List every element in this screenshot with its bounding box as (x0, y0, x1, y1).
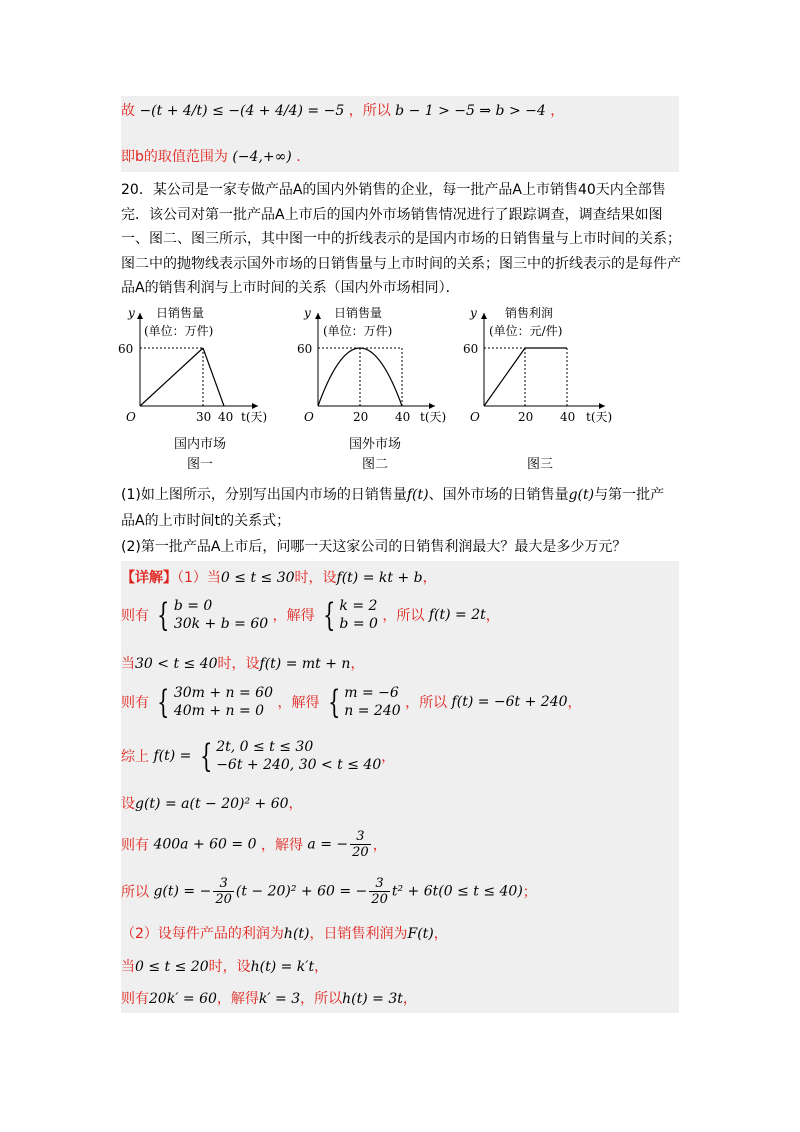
solution-header: 【详解】 (121, 570, 177, 586)
solution-line-11: 则有20k′ = 60，解得k′ = 3，所以h(t) = 3t， (121, 991, 417, 1007)
range-interval: (−4,+∞) (232, 149, 292, 165)
graph1-x-label: t(天) (241, 410, 268, 424)
graph3-title: 销售利润 (505, 306, 554, 320)
inequality-expr: −(t + 4/t) ≤ −(4 + 4/4) = −5 (139, 103, 345, 119)
graph1-line-falling (203, 348, 224, 406)
graph-foreign (297, 305, 446, 424)
graph3-x-tick-40: 40 (560, 410, 576, 424)
graph3-y-label: y (470, 306, 477, 320)
solution-line-9: （2）设每件产品的利润为h(t)，日销售利润为F(t)， (121, 926, 448, 942)
graph3-origin: O (470, 410, 480, 424)
graph3-x-label: t(天) (586, 410, 613, 424)
graph2-caption1: 国外市场 (348, 437, 401, 452)
graph1-y-label: y (128, 306, 135, 320)
graph2-caption2: 图二 (361, 457, 388, 472)
solution-line-2: 则有 { b = 0 30k + b = 60 ，解得 { k = 2 b = 0 ，所以 f(t) = 2t， (121, 596, 500, 634)
graph2-x-label: t(天) (420, 410, 447, 424)
graph2-x-tick-40: 40 (395, 410, 411, 424)
problem-intro: 20．某公司是一家专做产品A的国内外销售的企业，每一批产品A上市销售40天内全部售完．该公司对第一批产品A上市后的国内外市场销售情况进行了跟踪调查，调查结果如图一、图二、图三所示，其中图一中的折线表示的是国内市场的日销售量与上市时间的关系；图二中的抛物线表示国外市场的日销售量与上市时间的关系；图三中的折线表示的是每件产品A的销售利润与上市时间的关系（国内外市场相同）． (121, 182, 681, 296)
graph1-x-tick-40: 40 (218, 410, 234, 424)
fraction-g-1: $\frac{3}{20}$ (215, 876, 232, 907)
graph3-caption2: 图三 (526, 457, 553, 472)
b-inequality: b − 1 > −5 ⇒ b > −4 (395, 103, 546, 119)
graph1-caption2: 图一 (186, 457, 213, 472)
graph1-caption1: 国内市场 (173, 437, 226, 452)
graph2-unit: (单位：万件) (323, 324, 393, 338)
graph1-x-tick-30: 30 (196, 410, 212, 424)
solution-line-3: 当30 < t ≤ 40时，设f(t) = mt + n， (121, 656, 365, 672)
piecewise-f: 2t, 0 ≤ t ≤ 30 −6t + 240, 30 < t ≤ 40 (216, 739, 382, 773)
solution-line-8: 所以 g(t) = − $\frac{3}{20}$ (t − 20)² + 60 = − $\frac{3}{20}$ t² + 6t(0 ≤ t ≤ 40)； (121, 876, 537, 907)
graph-profit (463, 305, 612, 424)
solution-line-5: 综上 f(t) = { 2t, 0 ≤ t ≤ 30 −6t + 240, 30 < t ≤ 40 ， (121, 737, 396, 775)
graph2-y-tick: 60 (297, 342, 313, 356)
graph-domestic (118, 305, 267, 424)
system-2: 30m + n = 60 40m + n = 0 (173, 685, 273, 719)
graph3-x-tick-20: 20 (518, 410, 534, 424)
fraction-g-2: $\frac{3}{20}$ (371, 876, 388, 907)
graph3-unit: (单位：元/件) (489, 324, 563, 338)
solution-line-6: 设g(t) = a(t − 20)² + 60， (121, 796, 303, 812)
top-line-2: 即b的取值范围为 (−4,+∞) . (121, 149, 301, 165)
solution-set-1: k = 2 b = 0 (339, 598, 378, 632)
graph2-x-tick-20: 20 (353, 410, 369, 424)
top-line-1: 故 −(t + 4/t) ≤ −(4 + 4/4) = −5 ，所以 b − 1 > −5 ⇒ b > −4 ， (121, 103, 565, 119)
graph3-y-tick: 60 (463, 342, 479, 356)
solution-line-4: 则有 { 30m + n = 60 40m + n = 0 ，解得 { m = −6 n = 240 ，所以 f(t) = −6t + 240， (121, 683, 582, 721)
graph1-origin: O (126, 410, 136, 424)
question-1-line-2: 品A的上市时间t的关系式； (121, 513, 291, 529)
graph2-y-label: y (304, 306, 311, 320)
solution-line-7: 则有 400a + 60 = 0 ，解得 a = − $\frac{3}{20}$ ， (121, 829, 387, 860)
question-1-line-1: (1)如上图所示，分别写出国内市场的日销售量f(t)、国外市场的日销售量g(t)与第一批产 (121, 487, 665, 503)
graph2-title: 日销售量 (334, 306, 383, 320)
solution-set-2: m = −6 n = 240 (344, 685, 401, 719)
system-1: b = 0 30k + b = 60 (173, 598, 269, 632)
graph3-line-rising (484, 348, 525, 406)
graph1-unit: (单位：万件) (144, 324, 214, 338)
question-2: (2)第一批产品A上市后，问哪一天这家公司的日销售利润最大？最大是多少万元？ (121, 539, 627, 555)
solution-line-1: 【详解】（1）当0 ≤ t ≤ 30时，设f(t) = kt + b， (121, 570, 437, 586)
graph2-origin: O (304, 410, 314, 424)
solution-line-10: 当0 ≤ t ≤ 20时，设h(t) = k′t， (121, 959, 329, 975)
graph1-title: 日销售量 (156, 306, 205, 320)
graph1-y-tick: 60 (118, 342, 134, 356)
graph1-line-rising (140, 348, 203, 406)
fraction-a: $\frac{3}{20}$ (352, 829, 369, 860)
